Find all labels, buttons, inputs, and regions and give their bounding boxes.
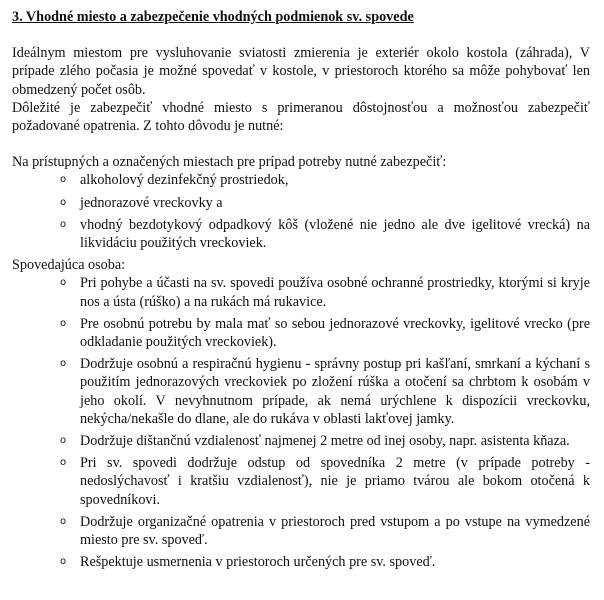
paragraph-gap	[12, 135, 590, 153]
bullet-marker-icon: o	[60, 218, 67, 230]
bullet-marker-icon: o	[60, 515, 67, 527]
list-item-text: Dodržuje organizačné opatrenia v priestoroch pred vstupom a po vstupe na vymedzené miesto pre sv. spoveď.	[80, 513, 590, 549]
list-item	[60, 355, 590, 428]
list-item	[60, 194, 590, 212]
list-item	[60, 553, 590, 571]
bullet-marker-icon: o	[60, 358, 67, 370]
list-item	[60, 432, 590, 450]
bullet-marker-icon: o	[60, 435, 67, 447]
list-item	[60, 454, 590, 509]
list-item-text: Dodržuje dištančnú vzdialenosť najmenej 2 metre od inej osoby, napr. asistenta kňaza.	[80, 433, 570, 450]
section-heading: 3. Vhodné miesto a zabezpečenie vhodných podmienok sv. spovede	[12, 9, 414, 25]
list-item-text: alkoholový dezinfekčný prostriedok,	[80, 172, 289, 189]
bullet-marker-icon: o	[60, 174, 67, 186]
list-item-text: Pri pohybe a účasti na sv. spovedi používa osobné ochranné prostriedky, ktorými si kryje nos a ústa (rúško) a na rukách má rukavice.	[80, 275, 590, 310]
bullet-marker-icon: o	[60, 277, 67, 289]
bullet-marker-icon: o	[60, 556, 67, 568]
list-item	[60, 171, 590, 189]
places-lead: Na prístupných a označených miestach pre prípad potreby nutné zabezpečiť:	[12, 154, 447, 171]
list-item-text: Dodržuje osobnú a respiračnú hygienu - správny postup pri kašľaní, smrkaní a kýchaní s použitím jednorazových vreckoviek po zložení rúška a otočení sa chrbtom k osobám v jeho okolí. V nevyhnutnom prípade, ak nemá urýchlene k dispozícii vreckovku, nekýcha/nekašle do dlane, ale do rukáva v oblasti lakťovej jamky.	[80, 356, 590, 427]
list-item-text: Pri sv. spovedi dodržuje odstup od spovedníka 2 metre (v prípade potreby - nedoslýchavosť i kratšiu vzdialenosť), nie je priamo tvárou ale bokom otočená k spovedníkovi.	[80, 455, 590, 508]
list-item-text: Pre osobnú potrebu by mala mať so sebou jednorazové vreckovky, igelitové vrecko (pre odkladanie použitých vreckoviek).	[80, 315, 590, 351]
intro-paragraph-1: Ideálnym miestom pre vysluhovanie sviatosti zmierenia je exteriér okolo kostola (záhrada), V prípade zlého počasia je možné spovedať v kostole, v priestoroch ktorého sa môže pohybovať len obmedzený počet osôb.	[12, 45, 590, 98]
list-item	[60, 216, 590, 252]
confessor-list	[12, 274, 590, 571]
list-item-text: vhodný bezdotykový odpadkový kôš (vložené nie jedno ale dve igelitové vrecká) na likvidáciu použitých vreckoviek.	[80, 216, 590, 252]
bullet-marker-icon: o	[60, 457, 67, 469]
bullet-marker-icon: o	[60, 317, 67, 329]
confessor-lead: Spovedajúca osoba:	[12, 257, 126, 274]
bullet-marker-icon: o	[60, 196, 67, 208]
places-list	[12, 171, 590, 252]
list-item-text: jednorazové vreckovky a	[80, 194, 223, 211]
list-item	[60, 513, 590, 549]
list-item	[60, 315, 590, 351]
list-item	[60, 274, 590, 310]
intro-paragraph-2: Dôležité je zabezpečiť vhodné miesto s primeranou dôstojnosťou a možnosťou zabezpečiť požadované opatrenia. Z tohto dôvodu je nutné:	[12, 99, 590, 135]
list-item-text: Rešpektuje usmernenia v priestoroch určených pre sv. spoveď.	[80, 554, 436, 571]
